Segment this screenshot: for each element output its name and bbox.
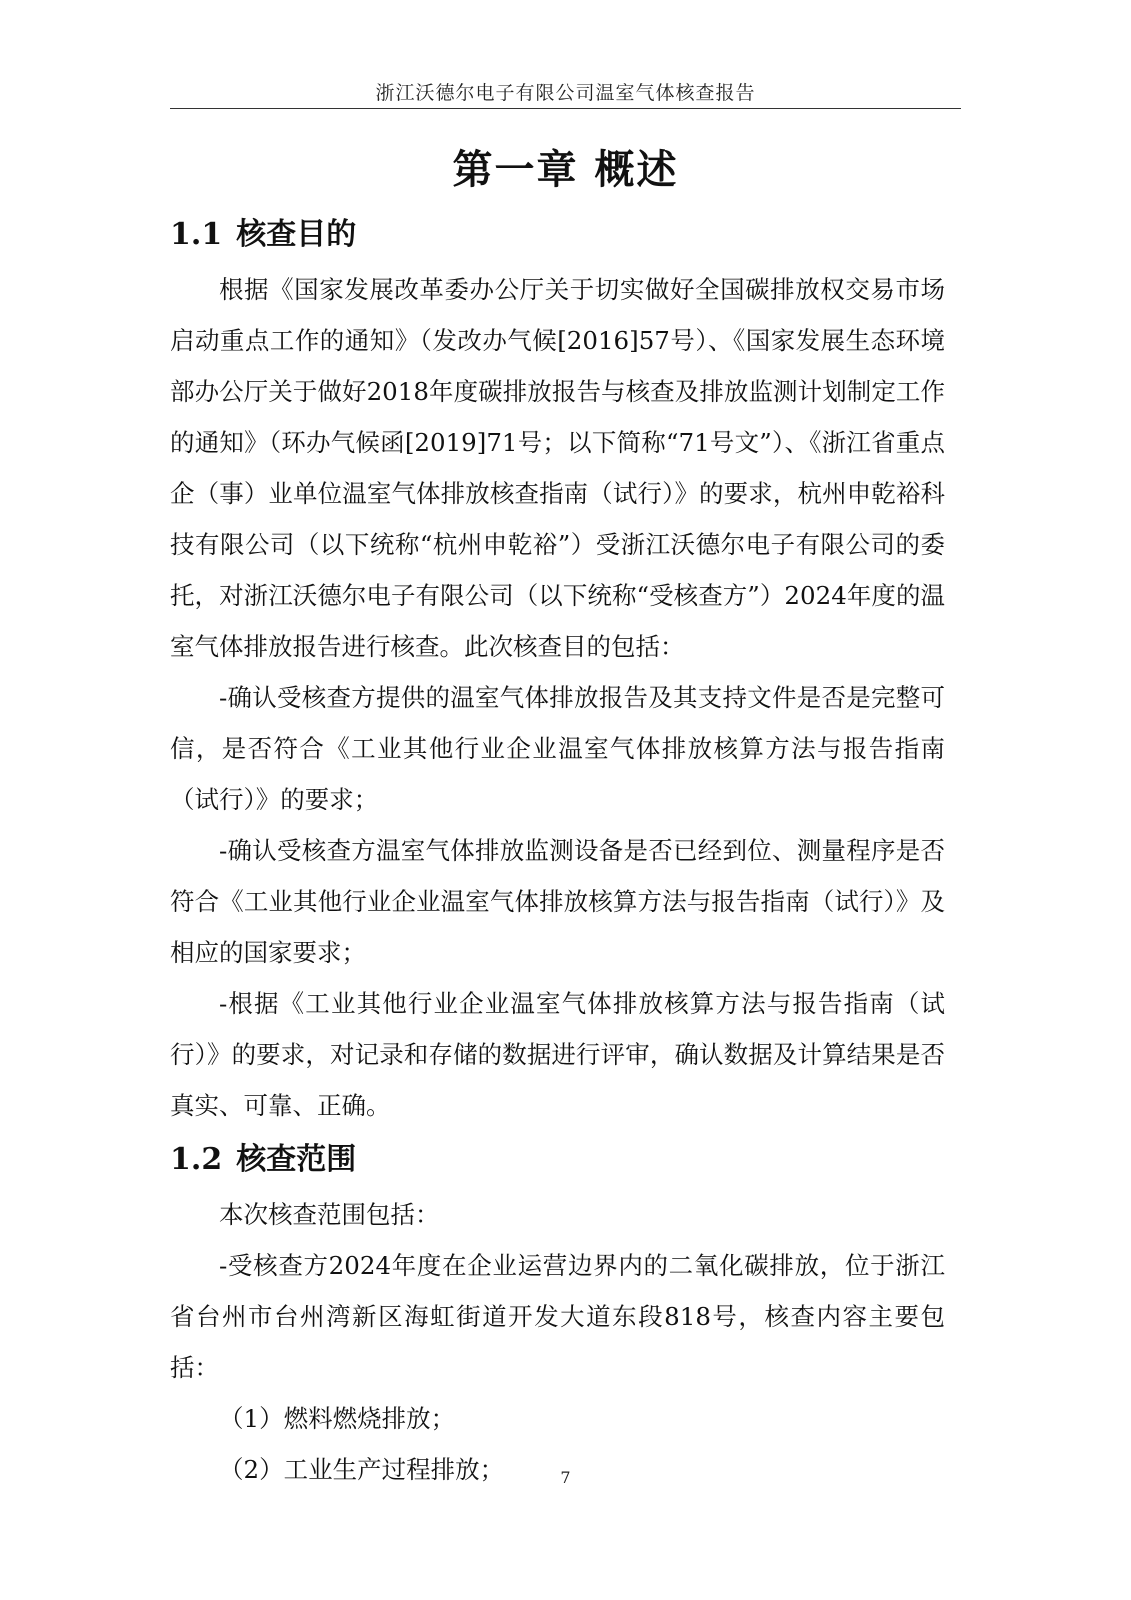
section-number: 1.1 [170,217,223,252]
paragraph-purpose-item-1: -确认受核查方提供的温室气体排放报告及其支持文件是否是完整可信，是否符合《工业其他行业企业温室气体排放核算方法与报告指南（试行）》的要求； [170,683,945,814]
running-header: 浙江沃德尔电子有限公司温室气体核查报告 [375,82,756,104]
document-body [170,206,945,1495]
paragraph-purpose-item-3: -根据《工业其他行业企业温室气体排放核算方法与报告指南（试行）》的要求，对记录和存储的数据进行评审，确认数据及计算结果是否真实、可靠、正确。 [170,989,945,1120]
paragraph-purpose-intro: 根据《国家发展改革委办公厅关于切实做好全国碳排放权交易市场启动重点工作的通知》（发改办气候[2016]57号）、《国家发展生态环境部办公厅关于做好2018年度碳排放报告与核查及排放监测计划制定工作的通知》（环办气候函[2019]71号；以下简称“71号文”）、《浙江省重点企（事）业单位温室气体排放核查指南（试行）》的要求，杭州申乾裕科技有限公司（以下统称“杭州申乾裕”）受浙江沃德尔电子有限公司的委托，对浙江沃德尔电子有限公司（以下统称“受核查方”）2024年度的温室气体排放报告进行核查。此次核查目的包括： [170,275,945,661]
section-number: 1.2 [170,1142,223,1177]
section-title: 核查目的 [236,217,357,252]
page-number: 7 [560,1468,571,1487]
section-heading-1-1 [170,206,945,264]
list-item-fuel-combustion: （1）燃料燃烧排放； [219,1404,456,1433]
paragraph-purpose-item-2: -确认受核查方温室气体排放监测设备是否已经到位、测量程序是否符合《工业其他行业企业温室气体排放核算方法与报告指南（试行）》及相应的国家要求； [170,836,945,967]
section-heading-1-2 [170,1131,945,1189]
list-item-industrial-process: （2）工业生产过程排放； [219,1455,505,1484]
paragraph-scope-detail: -受核查方2024年度在企业运营边界内的二氧化碳排放，位于浙江省台州市台州湾新区海虹街道开发大道东段818号，核查内容主要包括： [170,1251,945,1382]
chapter-title: 第一章 概述 [452,146,679,193]
section-title: 核查范围 [236,1142,357,1177]
header-divider [170,108,961,109]
paragraph-scope-intro: 本次核查范围包括： [219,1200,440,1229]
